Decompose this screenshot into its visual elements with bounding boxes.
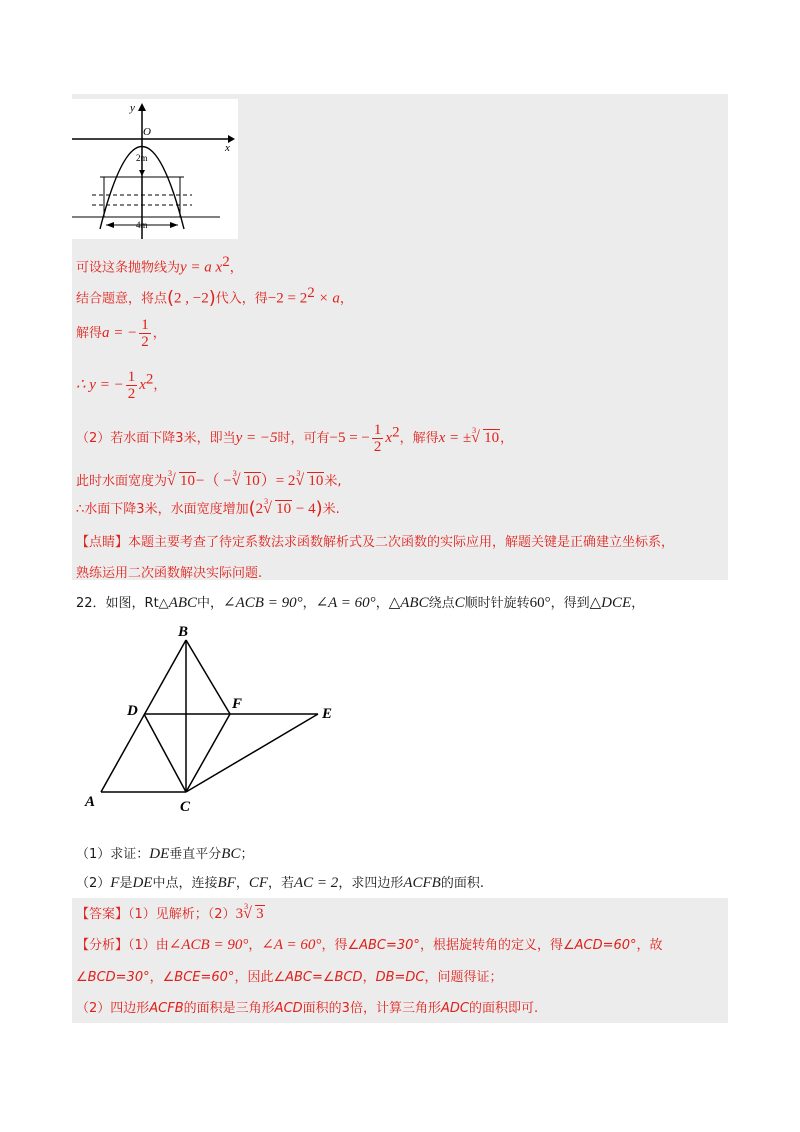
point-b-label: B xyxy=(178,624,189,640)
exponent: 2 xyxy=(145,371,154,388)
fraction xyxy=(372,422,384,455)
origin-label: O xyxy=(143,126,151,138)
text: 的面积即可. xyxy=(468,1001,539,1016)
exponent: 2 xyxy=(307,285,315,301)
math: ∠ACB = 90° xyxy=(223,595,303,611)
question-22-2 xyxy=(76,872,484,892)
text: 解得 xyxy=(76,326,103,341)
math: x = ± xyxy=(438,430,472,446)
math: DE xyxy=(149,846,170,862)
text: 是 xyxy=(119,876,133,891)
number: 3 xyxy=(341,1001,350,1016)
text: 中点，连接 xyxy=(152,876,218,891)
cube-root xyxy=(243,902,265,922)
text: 米. xyxy=(322,502,340,517)
math: CF xyxy=(248,875,268,891)
math: ADC xyxy=(440,1001,469,1016)
text: 倍，计算三角形 xyxy=(349,1001,441,1016)
math: ∠ABC=∠BCD xyxy=(273,970,363,985)
text: 绕点 xyxy=(428,596,455,611)
root-index: √ 3 xyxy=(168,469,173,478)
solution-line-1 xyxy=(76,254,243,276)
exponent: 2 xyxy=(222,254,230,270)
exponent: 2 xyxy=(392,424,400,441)
paren: ) xyxy=(208,287,216,309)
math: ∠BCE=60° xyxy=(162,970,235,985)
analysis-line-2 xyxy=(76,966,503,985)
math: ∴ y = − xyxy=(76,377,124,393)
text: ； xyxy=(240,847,254,862)
parabola-figure xyxy=(72,99,238,239)
text: 米，水面宽度增加 xyxy=(144,502,249,517)
point: 2 , −2 xyxy=(174,290,209,307)
math: ）= 2 xyxy=(260,473,296,489)
numerator: 1 xyxy=(373,422,382,438)
math: BF xyxy=(217,875,236,891)
root-index: √ 3 xyxy=(296,469,301,478)
radicand: 10 xyxy=(244,473,260,489)
denominator: 2 xyxy=(373,439,382,455)
solution-line-4: ∴ y = − $\frac{1}{2}$ $x^2$， xyxy=(76,369,167,402)
math: −2 = 2 xyxy=(267,290,308,307)
analysis-tag: 【分析】 xyxy=(76,938,129,953)
coef: 2 xyxy=(255,501,264,517)
cube-root xyxy=(232,469,261,489)
height-label: 2m xyxy=(136,153,148,163)
math: ∠A = 60° xyxy=(315,595,376,611)
text: （2）四边形 xyxy=(76,1001,150,1016)
text: （1）见解析；（2） xyxy=(128,907,236,922)
cube-root xyxy=(167,469,196,489)
root-index: √ 3 xyxy=(244,902,249,911)
numerator: 1 xyxy=(127,369,136,385)
paren: ( xyxy=(167,287,175,309)
math: y = a x xyxy=(180,259,223,276)
text: ， xyxy=(149,970,163,985)
math: DB=DC xyxy=(375,970,425,985)
text: 结合题意，将点 xyxy=(76,291,168,307)
text: ∴水面下降 xyxy=(76,502,137,517)
text: 本题主要考查了待定系数法求函数解析式及二次函数的实际应用，解题关键是正确建立坐标系， xyxy=(128,535,675,550)
text: 时，可有 xyxy=(277,431,330,446)
text: 顺时针旋转 xyxy=(464,596,530,611)
math: AC = 2 xyxy=(294,875,339,891)
text: 可设这条抛物线为 xyxy=(76,260,181,276)
text: ，故 xyxy=(636,938,663,953)
math: ACFB xyxy=(149,1001,184,1016)
radicand: 10 xyxy=(180,473,196,489)
cube-root xyxy=(471,426,500,446)
text: ， xyxy=(500,431,514,446)
math: ∠BCD=30° xyxy=(76,970,150,985)
text: ， xyxy=(362,970,376,985)
text: ，解得 xyxy=(399,431,439,446)
text: 熟练运用二次函数解决实际问题. xyxy=(76,566,263,581)
text: （2） xyxy=(76,876,111,891)
answer-line xyxy=(76,903,265,923)
math: a = − xyxy=(102,325,138,341)
math: F xyxy=(110,875,120,891)
text: ， xyxy=(375,596,389,611)
text: 如图，Rt△ xyxy=(105,596,169,611)
radicand: 10 xyxy=(276,501,292,517)
text: ，根据旋转角的定义，得 xyxy=(419,938,563,953)
analysis-line-3 xyxy=(76,997,538,1016)
dianjing-tag: 【点睛】 xyxy=(76,535,129,550)
math: DE xyxy=(132,875,153,891)
x-axis-label: x xyxy=(225,142,230,154)
math: △ABC xyxy=(388,595,429,611)
math: ∠A = 60° xyxy=(261,937,322,953)
fraction xyxy=(139,317,151,350)
text: （2）若水面下降 xyxy=(76,431,176,446)
text: ， xyxy=(302,596,316,611)
root-index: √ 3 xyxy=(264,497,269,506)
math: −5 = − xyxy=(329,430,370,446)
text: （1）由 xyxy=(128,938,169,953)
text: ， xyxy=(235,876,249,891)
fraction xyxy=(126,369,138,402)
problem-22-statement xyxy=(76,592,644,612)
cube-root xyxy=(295,469,324,489)
text: ， xyxy=(229,260,243,276)
text: ，若 xyxy=(268,876,295,891)
point-a-label: A xyxy=(85,794,96,810)
text: ，因此 xyxy=(234,970,274,985)
math: ∠ABC=30° xyxy=(347,938,420,953)
solution-line-5: （2）若水面下降3米，即当y = −5时，可有−5 = − $\frac{1}{2}$ $x^2$，解得x = ± √ 3 10， xyxy=(76,422,513,455)
paren: ) xyxy=(315,498,323,519)
text: ，得 xyxy=(321,938,348,953)
point-c-label: C xyxy=(180,799,191,815)
text: ， xyxy=(153,378,167,393)
radicand: 10 xyxy=(308,473,324,489)
text: 此时水面宽度为 xyxy=(76,474,168,489)
analysis-line-1 xyxy=(76,934,663,954)
numerator: 1 xyxy=(141,317,149,333)
question-22-1 xyxy=(76,843,253,863)
text: 米，即当 xyxy=(183,431,236,446)
root-index: √ 3 xyxy=(472,426,477,435)
radicand: 3 xyxy=(256,906,264,922)
solution-line-3 xyxy=(76,317,166,350)
point-f-label: F xyxy=(232,696,243,712)
math: ACFB xyxy=(403,875,441,891)
text: 面积的 xyxy=(302,1001,342,1016)
math: ABC xyxy=(168,595,198,611)
solution-line-6 xyxy=(76,469,342,490)
math: − 4 xyxy=(292,501,316,517)
math: ∠ACD=60° xyxy=(562,938,637,953)
text: （1）求证： xyxy=(76,847,150,862)
text: ，求四边形 xyxy=(338,876,404,891)
point-d-label: D xyxy=(127,703,138,719)
text: 中， xyxy=(197,596,224,611)
text: ， xyxy=(631,596,645,611)
point-e-label: E xyxy=(322,706,333,722)
text: 的面积. xyxy=(440,876,484,891)
text: 的面积是三角形 xyxy=(183,1001,275,1016)
math: −（ − xyxy=(196,473,232,489)
triangle-figure xyxy=(80,618,350,828)
problem-number: 22． xyxy=(76,596,106,611)
math: 60° xyxy=(529,595,551,611)
math: × a xyxy=(314,290,340,307)
math: y = −5 xyxy=(235,430,278,446)
math: C xyxy=(454,595,465,611)
math: △DCE xyxy=(589,595,632,611)
text: ，问题得证； xyxy=(424,970,503,985)
number: 3 xyxy=(136,502,145,517)
coef: 3 xyxy=(235,906,244,922)
root-index: √ 3 xyxy=(232,469,237,478)
radicand: 10 xyxy=(484,430,500,446)
math: ACD xyxy=(274,1001,303,1016)
text: ， xyxy=(248,938,262,953)
dianjing-line-1 xyxy=(76,531,674,550)
solution-line-7 xyxy=(76,498,340,519)
denominator: 2 xyxy=(141,334,149,350)
text: 代入，得 xyxy=(215,291,268,307)
math: BC xyxy=(221,846,241,862)
dianjing-line-2 xyxy=(76,562,262,581)
denominator: 2 xyxy=(127,386,136,402)
text: ， xyxy=(339,291,353,307)
text: ， xyxy=(152,326,166,341)
text: 垂直平分 xyxy=(169,847,222,862)
math: ∠ACB = 90° xyxy=(168,937,249,953)
answer-tag: 【答案】 xyxy=(76,907,129,922)
width-label: 4m xyxy=(136,220,148,230)
text: 米, xyxy=(324,474,342,489)
text: ，得到 xyxy=(550,596,590,611)
solution-line-2 xyxy=(76,285,353,308)
paren: ( xyxy=(248,498,256,519)
cube-root xyxy=(263,497,292,517)
number: 3 xyxy=(175,431,184,446)
y-axis-label: y xyxy=(130,102,135,114)
